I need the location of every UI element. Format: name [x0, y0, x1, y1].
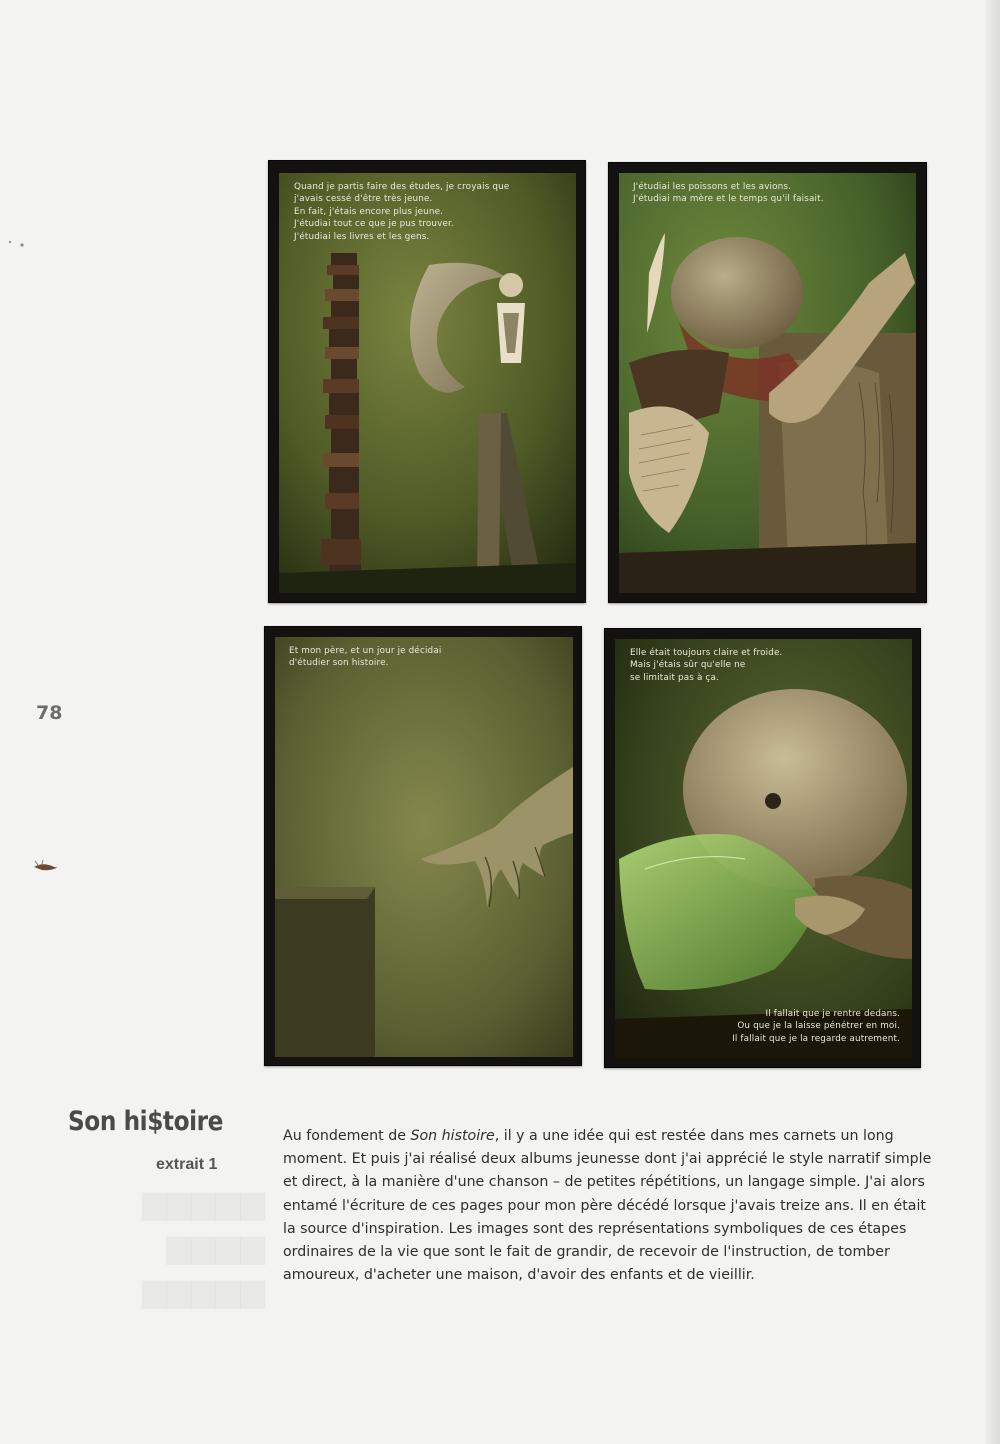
illustration-panel-1: [268, 160, 586, 603]
body-prefix: Au fondement de: [283, 1128, 411, 1144]
caption-line: J'étudiai les poissons et les avions.: [633, 182, 792, 192]
illustration-panel-4: [604, 628, 921, 1068]
caption-line: Ou que je la laisse pénétrer en moi.: [737, 1021, 900, 1032]
caption-line: J'étudiai ma mère et le temps qu'il faisait.: [633, 194, 824, 205]
panel-4-artwork: [615, 639, 912, 1059]
caption-line: Elle était toujours claire et froide.: [630, 648, 783, 658]
caption-line: J'étudiai les livres et les gens.: [294, 231, 430, 242]
caption-line: d'étudier son histoire.: [289, 658, 389, 669]
body-line: ordinaires de la vie que sont le fait de grandir, de recevoir de l'instruction, de tomber: [283, 1244, 890, 1261]
paper-speck-mark: [6, 236, 28, 250]
caption-line: Quand je partis faire des études, je croyais que: [294, 182, 510, 192]
panel-2-caption: [633, 181, 824, 206]
illustration-panel-2: [608, 162, 927, 603]
body-paragraph: [283, 1125, 932, 1287]
panel-1-caption: [294, 181, 509, 243]
body-line: amoureux, d'acheter une maison, d'avoir des enfants et de vieillir.: [283, 1267, 755, 1284]
illustration-panel-3: [264, 626, 582, 1066]
panel-2-artwork: [619, 173, 916, 593]
caption-line: Et mon père, et un jour je décidai: [289, 646, 442, 656]
section-subtitle: extrait 1: [156, 1156, 218, 1173]
body-line-text: , il y a une idée qui est restée dans mes carnets un long: [494, 1128, 894, 1144]
body-line: [283, 1125, 923, 1148]
body-line: moment. Et puis j'ai réalisé deux albums jeunesse dont j'ai apprécié le style narratif simple: [283, 1151, 932, 1168]
panel-3-caption: [289, 645, 441, 670]
caption-line: Il fallait que je rentre dedans.: [765, 1009, 900, 1019]
body-line: la source d'inspiration. Les images sont des représentations symboliques de ces étapes: [283, 1220, 907, 1237]
caption-line: J'étudiai tout ce que je pus trouver.: [294, 219, 454, 230]
caption-line: En fait, j'étais encore plus jeune.: [294, 206, 444, 217]
page-edge-shadow: [986, 0, 1000, 1444]
caption-line: se limitait pas à ça.: [630, 672, 719, 683]
panel-3-artwork: [275, 637, 573, 1057]
panel-4-caption-bottom: [732, 1008, 900, 1045]
caption-line: Il fallait que je la regarde autrement.: [732, 1033, 900, 1044]
caption-line: j'avais cessé d'être très jeune.: [294, 194, 433, 205]
paper-insect-mark: [30, 858, 60, 876]
caption-line: Mais j'étais sûr qu'elle ne: [630, 660, 746, 671]
section-title: Son hi$toire: [68, 1106, 223, 1137]
body-line: entamé l'écriture de ces pages pour mon père décédé lorsque j'avais treize ans. Il en était: [283, 1197, 926, 1214]
body-line: et direct, à la manière d'une chanson – de petites répétitions, un langage simple. J'ai alors: [283, 1174, 925, 1191]
page-number: 78: [36, 702, 63, 724]
panel-4-caption-top: [630, 647, 783, 684]
body-title-italic: Son histoire: [410, 1128, 495, 1144]
show-through-ghost-text: [142, 1180, 265, 1312]
